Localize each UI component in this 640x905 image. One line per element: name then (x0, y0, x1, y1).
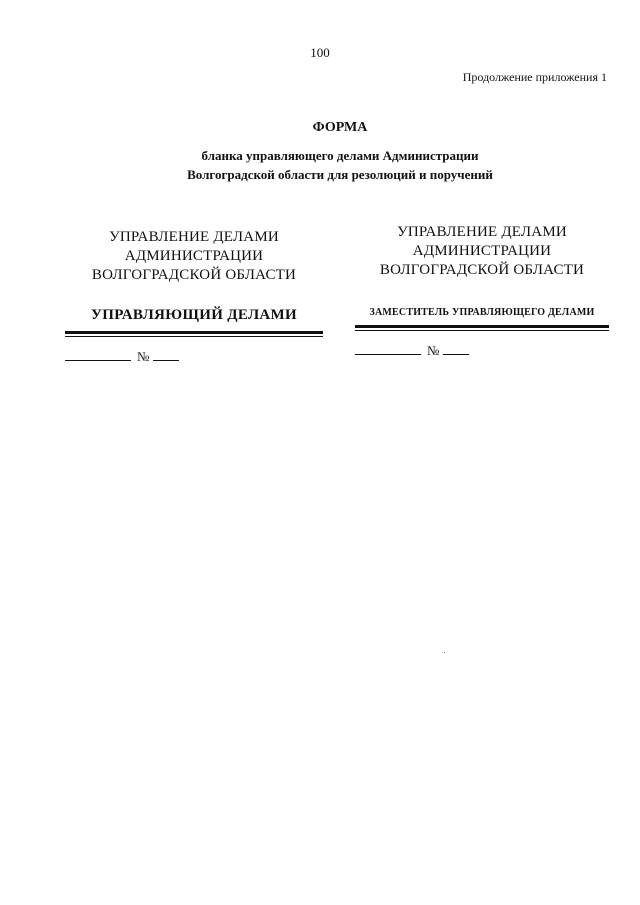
form-subtitle (0, 146, 640, 184)
right-number-sign: № (427, 343, 440, 358)
right-thick-rule (355, 325, 609, 328)
form-subtitle-line-1: бланка управляющего делами Администрации (201, 148, 479, 163)
left-date-number-line (65, 349, 323, 365)
left-org-line-1: УПРАВЛЕНИЕ ДЕЛАМИ (109, 229, 279, 245)
page-number: 100 (310, 45, 330, 60)
left-org-line-3: ВОЛГОГРАДСКОЙ ОБЛАСТИ (91, 267, 297, 283)
left-number-blank (153, 349, 179, 361)
form-subtitle-line-2: Волгоградской области для резолюций и поручений (187, 167, 493, 182)
scan-speck (444, 652, 445, 653)
right-date-number-line (355, 343, 609, 359)
right-org-line-2: АДМИНИСТРАЦИИ (412, 243, 552, 259)
right-org-line-3: ВОЛГОГРАДСКОЙ ОБЛАСТИ (379, 262, 585, 278)
left-role-title: УПРАВЛЯЮЩИЙ ДЕЛАМИ (90, 307, 297, 323)
appendix-continuation-note: Продолжение приложения 1 (462, 70, 607, 84)
right-date-blank (355, 343, 421, 355)
right-role-title: ЗАМЕСТИТЕЛЬ УПРАВЛЯЮЩЕГО ДЕЛАМИ (369, 307, 595, 318)
left-number-sign: № (137, 349, 150, 364)
left-org-line-2: АДМИНИСТРАЦИИ (124, 248, 264, 264)
left-thick-rule (65, 331, 323, 334)
left-letterhead-block (65, 228, 323, 365)
left-thin-rule (65, 336, 323, 337)
right-thin-rule (355, 330, 609, 331)
form-title: ФОРМА (312, 120, 368, 135)
right-letterhead-block (355, 223, 609, 359)
right-org-line-1: УПРАВЛЕНИЕ ДЕЛАМИ (397, 224, 567, 240)
right-number-blank (443, 343, 469, 355)
left-date-blank (65, 349, 131, 361)
